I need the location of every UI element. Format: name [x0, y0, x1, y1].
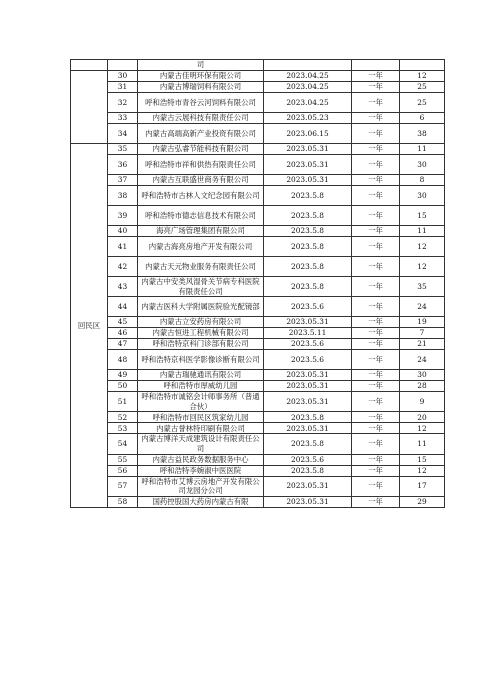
table-row [71, 434, 445, 454]
validity-period: 一年 [352, 297, 400, 317]
company-name: 内蒙古中安类风湿骨关节病专科医院有限责任公司 [138, 277, 264, 297]
filing-date: 2023.04.25 [264, 71, 352, 82]
table-row [71, 317, 445, 328]
table-row [71, 237, 445, 257]
filing-date: 2023.5.6 [264, 454, 352, 465]
validity-period: 一年 [352, 226, 400, 237]
row-number: 52 [108, 412, 138, 423]
filing-date: 2023.04.25 [264, 93, 352, 113]
company-name: 呼和浩特市德志信息技术有限公司 [138, 206, 264, 226]
filing-date: 2023.05.31 [264, 381, 352, 392]
table-row [71, 175, 445, 186]
row-number: 43 [108, 277, 138, 297]
row-number: 36 [108, 155, 138, 175]
company-name: 内蒙古海亮房地产开发有限公司 [138, 237, 264, 257]
validity-period: 一年 [352, 412, 400, 423]
company-name: 内蒙古佳明环保有限公司 [138, 71, 264, 82]
filing-date: 2023.05.31 [264, 144, 352, 155]
employee-count: 11 [400, 144, 445, 155]
company-name: 国药控股国大药房内蒙古有限 [138, 496, 264, 507]
company-name: 海亮广场管理集团有限公司 [138, 226, 264, 237]
validity-period: 一年 [352, 434, 400, 454]
row-number: 40 [108, 226, 138, 237]
validity-period: 一年 [352, 277, 400, 297]
row-number: 32 [108, 93, 138, 113]
table-row [71, 206, 445, 226]
row-number: 41 [108, 237, 138, 257]
company-name: 内蒙古益民政务数据服务中心 [138, 454, 264, 465]
employee-count: 38 [400, 124, 445, 144]
validity-period: 一年 [352, 370, 400, 381]
employee-count: 30 [400, 186, 445, 206]
validity-period: 一年 [352, 465, 400, 476]
employee-count: 11 [400, 434, 445, 454]
validity-period: 一年 [352, 476, 400, 496]
employee-count: 21 [400, 339, 445, 350]
row-number: 48 [108, 350, 138, 370]
validity-period: 一年 [352, 124, 400, 144]
filing-date: 2023.5.11 [264, 328, 352, 339]
employee-count: 17 [400, 476, 445, 496]
filing-date: 2023.5.8 [264, 206, 352, 226]
table-row [71, 328, 445, 339]
row-number: 30 [108, 71, 138, 82]
filing-date: 2023.5.8 [264, 186, 352, 206]
filing-date: 2023.5.8 [264, 412, 352, 423]
filing-date: 2023.05.31 [264, 370, 352, 381]
table-cell [352, 60, 400, 71]
validity-period: 一年 [352, 317, 400, 328]
validity-period: 一年 [352, 155, 400, 175]
company-name: 内蒙古博洋天成建筑设计有限责任公司 [138, 434, 264, 454]
validity-period: 一年 [352, 113, 400, 124]
employee-count: 12 [400, 423, 445, 434]
validity-period: 一年 [352, 392, 400, 412]
filing-date: 2023.5.8 [264, 237, 352, 257]
filing-date: 2023.5.8 [264, 257, 352, 277]
row-number: 34 [108, 124, 138, 144]
company-name: 呼和浩特市回民区筑家幼儿园 [138, 412, 264, 423]
employee-count: 15 [400, 454, 445, 465]
company-name: 内蒙古高端高新产业投资有限公司 [138, 124, 264, 144]
row-number: 55 [108, 454, 138, 465]
table-row [71, 476, 445, 496]
table-row [71, 423, 445, 434]
continuation-text: 司 [138, 60, 264, 71]
validity-period: 一年 [352, 381, 400, 392]
company-name: 呼和浩特京科医学影像诊断有限公司 [138, 350, 264, 370]
validity-period: 一年 [352, 186, 400, 206]
filing-date: 2023.05.31 [264, 155, 352, 175]
validity-period: 一年 [352, 237, 400, 257]
employee-count: 24 [400, 350, 445, 370]
filing-date: 2023.5.8 [264, 226, 352, 237]
table-row [71, 93, 445, 113]
employee-count: 12 [400, 71, 445, 82]
filing-date: 2023.05.31 [264, 423, 352, 434]
district-cell-upper [71, 71, 108, 144]
company-name: 呼和浩特市诚铭会计师事务所（普通合伙） [138, 392, 264, 412]
filing-date: 2023.5.6 [264, 339, 352, 350]
validity-period: 一年 [352, 454, 400, 465]
company-name: 内蒙古恒进工程机械有限公司 [138, 328, 264, 339]
filing-date: 2023.5.8 [264, 277, 352, 297]
company-name: 呼和浩特市古林人文纪念园有限公司 [138, 186, 264, 206]
filing-date: 2023.5.8 [264, 465, 352, 476]
table-row [71, 339, 445, 350]
company-name: 内蒙古瑞驰通讯有限公司 [138, 370, 264, 381]
enterprise-registry-table [70, 59, 445, 508]
row-number: 56 [108, 465, 138, 476]
employee-count: 8 [400, 175, 445, 186]
filing-date: 2023.05.31 [264, 476, 352, 496]
employee-count: 28 [400, 381, 445, 392]
row-number: 57 [108, 476, 138, 496]
company-name: 内蒙古云展科技有限责任公司 [138, 113, 264, 124]
company-name: 呼和浩特市祥和供热有限责任公司 [138, 155, 264, 175]
company-name: 呼和浩特市厚威幼儿园 [138, 381, 264, 392]
row-number: 51 [108, 392, 138, 412]
table-row [71, 297, 445, 317]
company-name: 内蒙古医科大学附属医院验光配镜部 [138, 297, 264, 317]
row-number: 39 [108, 206, 138, 226]
table-cell [108, 60, 138, 71]
table-row [71, 277, 445, 297]
validity-period: 一年 [352, 206, 400, 226]
employee-count: 29 [400, 496, 445, 507]
validity-period: 一年 [352, 257, 400, 277]
table-body [71, 60, 445, 508]
employee-count: 12 [400, 237, 445, 257]
validity-period: 一年 [352, 328, 400, 339]
validity-period: 一年 [352, 93, 400, 113]
employee-count: 25 [400, 93, 445, 113]
company-name: 呼和浩特京科门诊部有限公司 [138, 339, 264, 350]
table-cell [264, 60, 352, 71]
table-row [71, 155, 445, 175]
filing-date: 2023.05.31 [264, 392, 352, 412]
validity-period: 一年 [352, 71, 400, 82]
employee-count: 11 [400, 226, 445, 237]
row-number: 44 [108, 297, 138, 317]
company-name: 呼和浩特市艾博云房地产开发有限公司龙园分公司 [138, 476, 264, 496]
employee-count: 20 [400, 412, 445, 423]
company-name: 内蒙古立安药房有限公司 [138, 317, 264, 328]
filing-date: 2023.5.6 [264, 297, 352, 317]
table-row [71, 71, 445, 82]
company-name: 呼和浩特市青谷云河饲料有限公司 [138, 93, 264, 113]
row-number: 50 [108, 381, 138, 392]
company-name: 内蒙古互联盛世商务有限公司 [138, 175, 264, 186]
row-number: 54 [108, 434, 138, 454]
company-name: 呼和浩特李婉淑中医医院 [138, 465, 264, 476]
company-name: 内蒙古博瑞饲料有限公司 [138, 82, 264, 93]
table-row [71, 392, 445, 412]
filing-date: 2023.05.31 [264, 317, 352, 328]
table-row [71, 381, 445, 392]
table-row [71, 124, 445, 144]
table-row [71, 186, 445, 206]
filing-date: 2023.05.31 [264, 175, 352, 186]
company-name: 内蒙古弘睿节能科技有限公司 [138, 144, 264, 155]
table-row [71, 370, 445, 381]
row-number: 37 [108, 175, 138, 186]
row-number: 45 [108, 317, 138, 328]
validity-period: 一年 [352, 496, 400, 507]
table-row [71, 226, 445, 237]
table-cell [400, 60, 445, 71]
employee-count: 9 [400, 392, 445, 412]
validity-period: 一年 [352, 339, 400, 350]
validity-period: 一年 [352, 144, 400, 155]
table-row [71, 454, 445, 465]
table-row [71, 412, 445, 423]
row-number: 31 [108, 82, 138, 93]
validity-period: 一年 [352, 350, 400, 370]
validity-period: 一年 [352, 423, 400, 434]
employee-count: 24 [400, 297, 445, 317]
filing-date: 2023.5.8 [264, 434, 352, 454]
row-number: 33 [108, 113, 138, 124]
filing-date: 2023.04.25 [264, 82, 352, 93]
continuation-row [71, 60, 445, 71]
row-number: 49 [108, 370, 138, 381]
table-row [71, 350, 445, 370]
row-number: 35 [108, 144, 138, 155]
employee-count: 30 [400, 155, 445, 175]
company-name: 内蒙古誉林特印刷有限公司 [138, 423, 264, 434]
district-cell-top [71, 60, 108, 71]
employee-count: 25 [400, 82, 445, 93]
row-number: 53 [108, 423, 138, 434]
filing-date: 2023.05.31 [264, 496, 352, 507]
table-row [71, 113, 445, 124]
employee-count: 15 [400, 206, 445, 226]
filing-date: 2023.05.23 [264, 113, 352, 124]
row-number: 58 [108, 496, 138, 507]
employee-count: 7 [400, 328, 445, 339]
employee-count: 19 [400, 317, 445, 328]
table-row [71, 82, 445, 93]
validity-period: 一年 [352, 175, 400, 186]
table-row [71, 257, 445, 277]
filing-date: 2023.5.6 [264, 350, 352, 370]
row-number: 38 [108, 186, 138, 206]
district-cell: 回民区 [71, 144, 108, 508]
employee-count: 12 [400, 465, 445, 476]
employee-count: 35 [400, 277, 445, 297]
table-row [71, 496, 445, 507]
employee-count: 6 [400, 113, 445, 124]
employee-count: 30 [400, 370, 445, 381]
validity-period: 一年 [352, 82, 400, 93]
row-number: 47 [108, 339, 138, 350]
employee-count: 12 [400, 257, 445, 277]
row-number: 46 [108, 328, 138, 339]
row-number: 42 [108, 257, 138, 277]
table-row [71, 465, 445, 476]
table-row [71, 144, 445, 155]
company-name: 内蒙古天元物业服务有限责任公司 [138, 257, 264, 277]
filing-date: 2023.06.15 [264, 124, 352, 144]
